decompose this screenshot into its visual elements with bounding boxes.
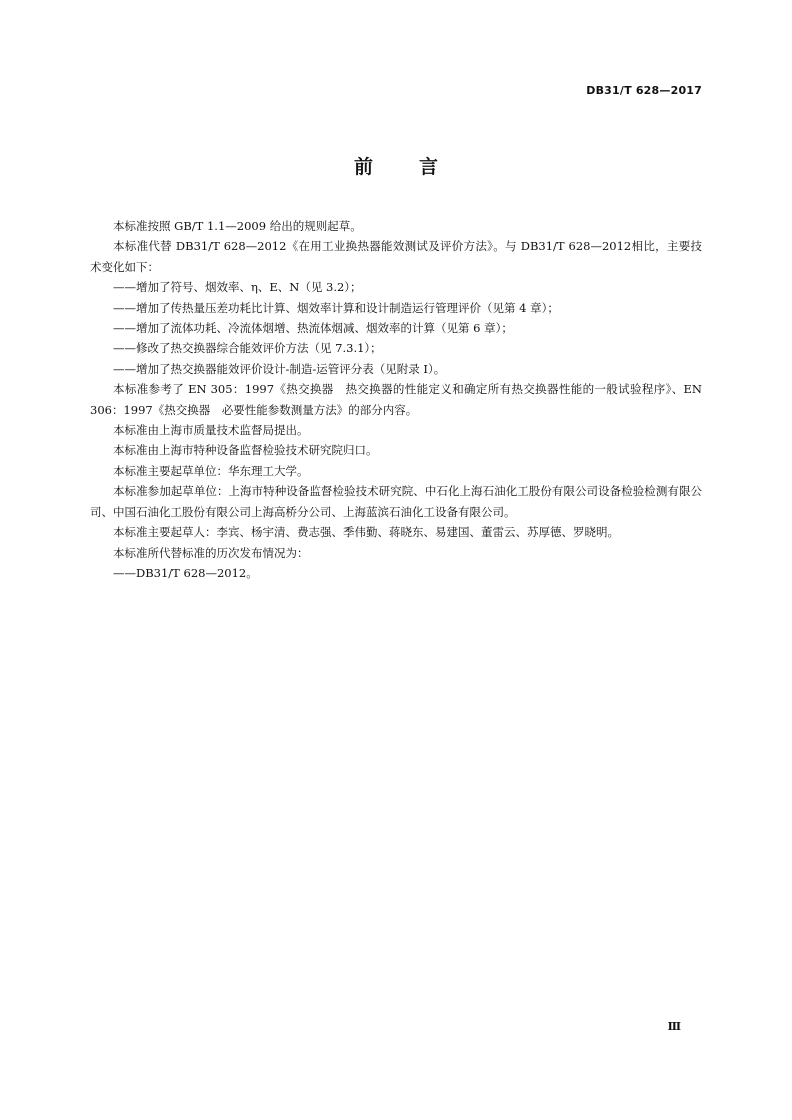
paragraph-participating-units: 本标准参加起草单位：上海市特种设备监督检验技术研究院、中石化上海石油化工股份有限公司设备检验检测有限公司、中国石油化工股份有限公司上海高桥分公司、上海蓝滨石油化工设备有限公司。 — [90, 484, 702, 519]
document-code: DB31/T 628—2017 — [586, 84, 702, 97]
paragraph-drafters: 本标准主要起草人：李宾、杨宇清、费志强、季伟勤、蒋晓东、易建国、董雷云、苏厚德、罗晓明。 — [113, 525, 619, 540]
document-body — [90, 216, 702, 583]
paragraph-replacement: 本标准代替 DB31/T 628—2012《在用工业换热器能效测试及评价方法》。与 DB31/T 628—2012相比，主要技术变化如下： — [90, 239, 702, 274]
paragraph-administrator: 本标准由上海市特种设备监督检验技术研究院归口。 — [113, 443, 378, 458]
history-item: ——DB31/T 628—2012。 — [113, 565, 258, 580]
paragraph-history-intro: 本标准所代替标准的历次发布情况为： — [113, 545, 309, 560]
change-item: ——修改了热交换器综合能效评价方法（见 7.3.1）； — [113, 341, 382, 356]
paragraph-proposer: 本标准由上海市质量技术监督局提出。 — [113, 423, 309, 438]
paragraph-references: 本标准参考了 EN 305：1997《热交换器 热交换器的性能定义和确定所有热交换器性能的一般试验程序》、EN 306：1997《热交换器 必要性能参数测量方法》的部分内容。 — [90, 382, 702, 417]
change-item: ——增加了热交换器能效评价设计-制造-运管评分表（见附录 I）。 — [113, 361, 446, 376]
paragraph-drafting-rule: 本标准按照 GB/T 1.1—2009 给出的规则起草。 — [113, 219, 362, 233]
page-title: 前言 — [353, 156, 484, 178]
change-item: ——增加了流体功耗、冷流体烟增、热流体烟减、烟效率的计算（见第 6 章）； — [113, 321, 513, 336]
page-number: Ⅲ — [667, 1020, 681, 1033]
change-item: ——增加了传热量压差功耗比计算、烟效率计算和设计制造运行管理评价（见第 4 章）； — [113, 300, 559, 315]
change-item: ——增加了符号、烟效率、η、E、N（见 3.2）； — [113, 280, 362, 295]
paragraph-main-drafter-unit: 本标准主要起草单位：华东理工大学。 — [113, 463, 309, 478]
